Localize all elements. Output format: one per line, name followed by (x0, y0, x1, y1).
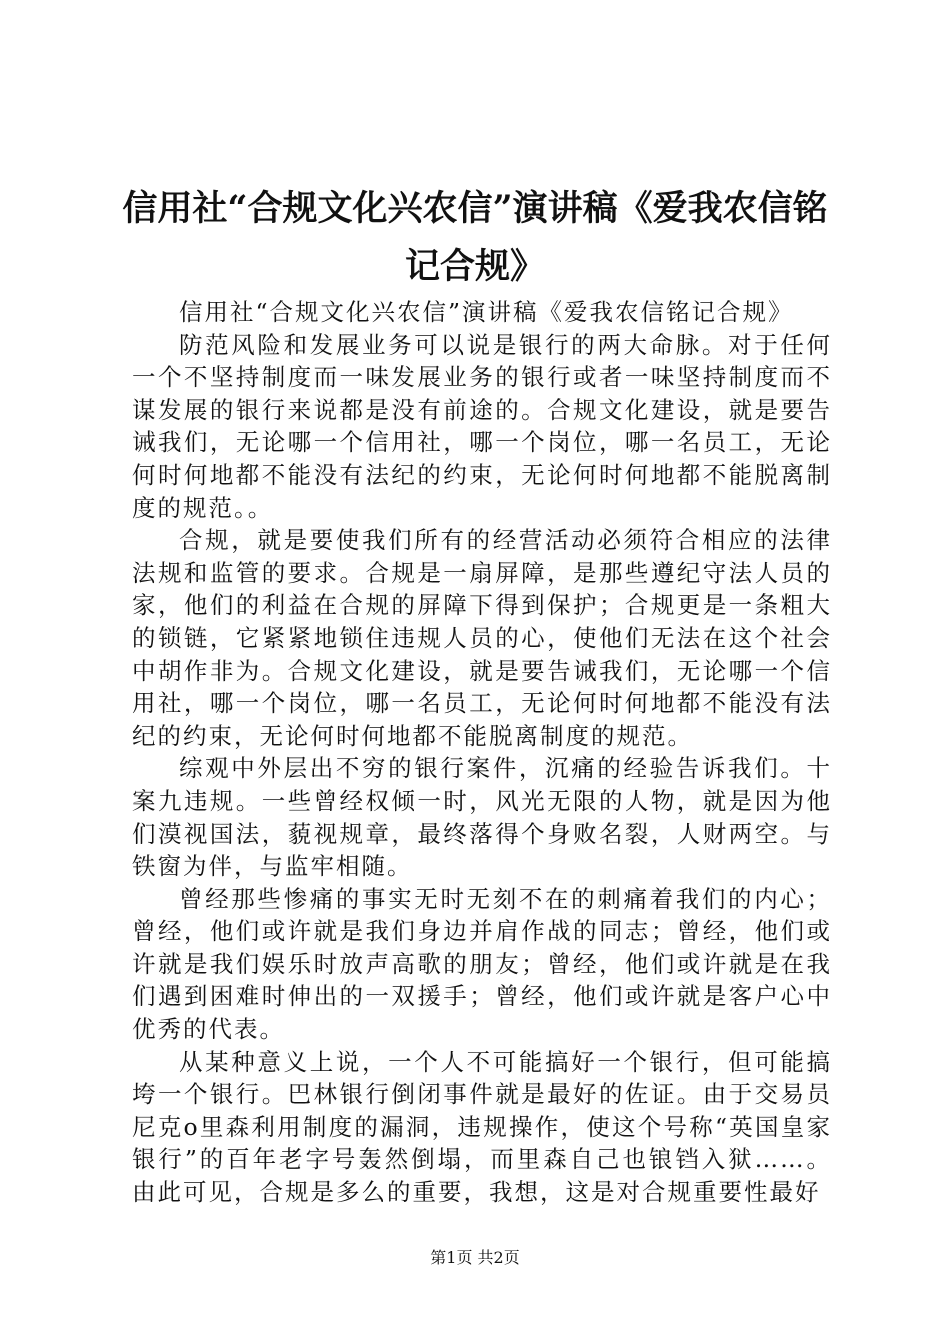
paragraph: 合规，就是要使我们所有的经营活动必须符合相应的法律法规和监管的要求。合规是一扇屏障，是那些遵纪守法人员的家，他们的利益在合规的屏障下得到保护；合规更是一条粗大的锁链，它紧紧地锁住违规人员的心，使他们无法在这个社会中胡作非为。合规文化建设，就是要告诫我们，无论哪一个信用社，哪一个岗位，哪一名员工，无论何时何地都不能没有法纪的约束，无论何时何地都不能脱离制度的规范。 (132, 526, 832, 750)
paragraph: 信用社“合规文化兴农信”演讲稿《爱我农信铭记合规》 (179, 298, 794, 326)
paragraph: 从某种意义上说，一个人不可能搞好一个银行，但可能搞垮一个银行。巴林银行倒闭事件就是最好的佐证。由于交易员尼克o里森利用制度的漏洞，违规操作，使这个号称“英国皇家银行”的百年老字号轰然倒塌，而里森自己也锒铛入狱……。由此可见，合规是多么的重要，我想，这是对合规重要性最好 (132, 1047, 832, 1207)
paragraph: 防范风险和发展业务可以说是银行的两大命脉。对于任何一个不坚持制度而一味发展业务的银行或者一味坚持制度而不谋发展的银行来说都是没有前途的。合规文化建设，就是要告诫我们，无论哪一个信用社，哪一个岗位，哪一名员工，无论何时何地都不能没有法纪的约束，无论何时何地都不能脱离制度的规范。。 (132, 330, 832, 522)
document-body (132, 296, 832, 1209)
document-title: 信用社“合规文化兴农信”演讲稿《爱我农信铭记合规》 (122, 188, 828, 287)
paragraph: 曾经那些惨痛的事实无时无刻不在的刺痛着我们的内心；曾经，他们或许就是我们身边并肩作战的同志；曾经，他们或许就是我们娱乐时放声高歌的朋友；曾经，他们或许就是在我们遇到困难时伸出的一双援手；曾经，他们或许就是客户心中优秀的代表。 (132, 884, 832, 1044)
paragraph: 综观中外层出不穷的银行案件，沉痛的经验告诉我们。十案九违规。一些曾经权倾一时，风光无限的人物，就是因为他们漠视国法，藐视规章，最终落得个身败名裂，人财两空。与铁窗为伴，与监牢相随。 (132, 754, 832, 881)
page-footer: 第1页 共2页 (430, 1248, 520, 1267)
